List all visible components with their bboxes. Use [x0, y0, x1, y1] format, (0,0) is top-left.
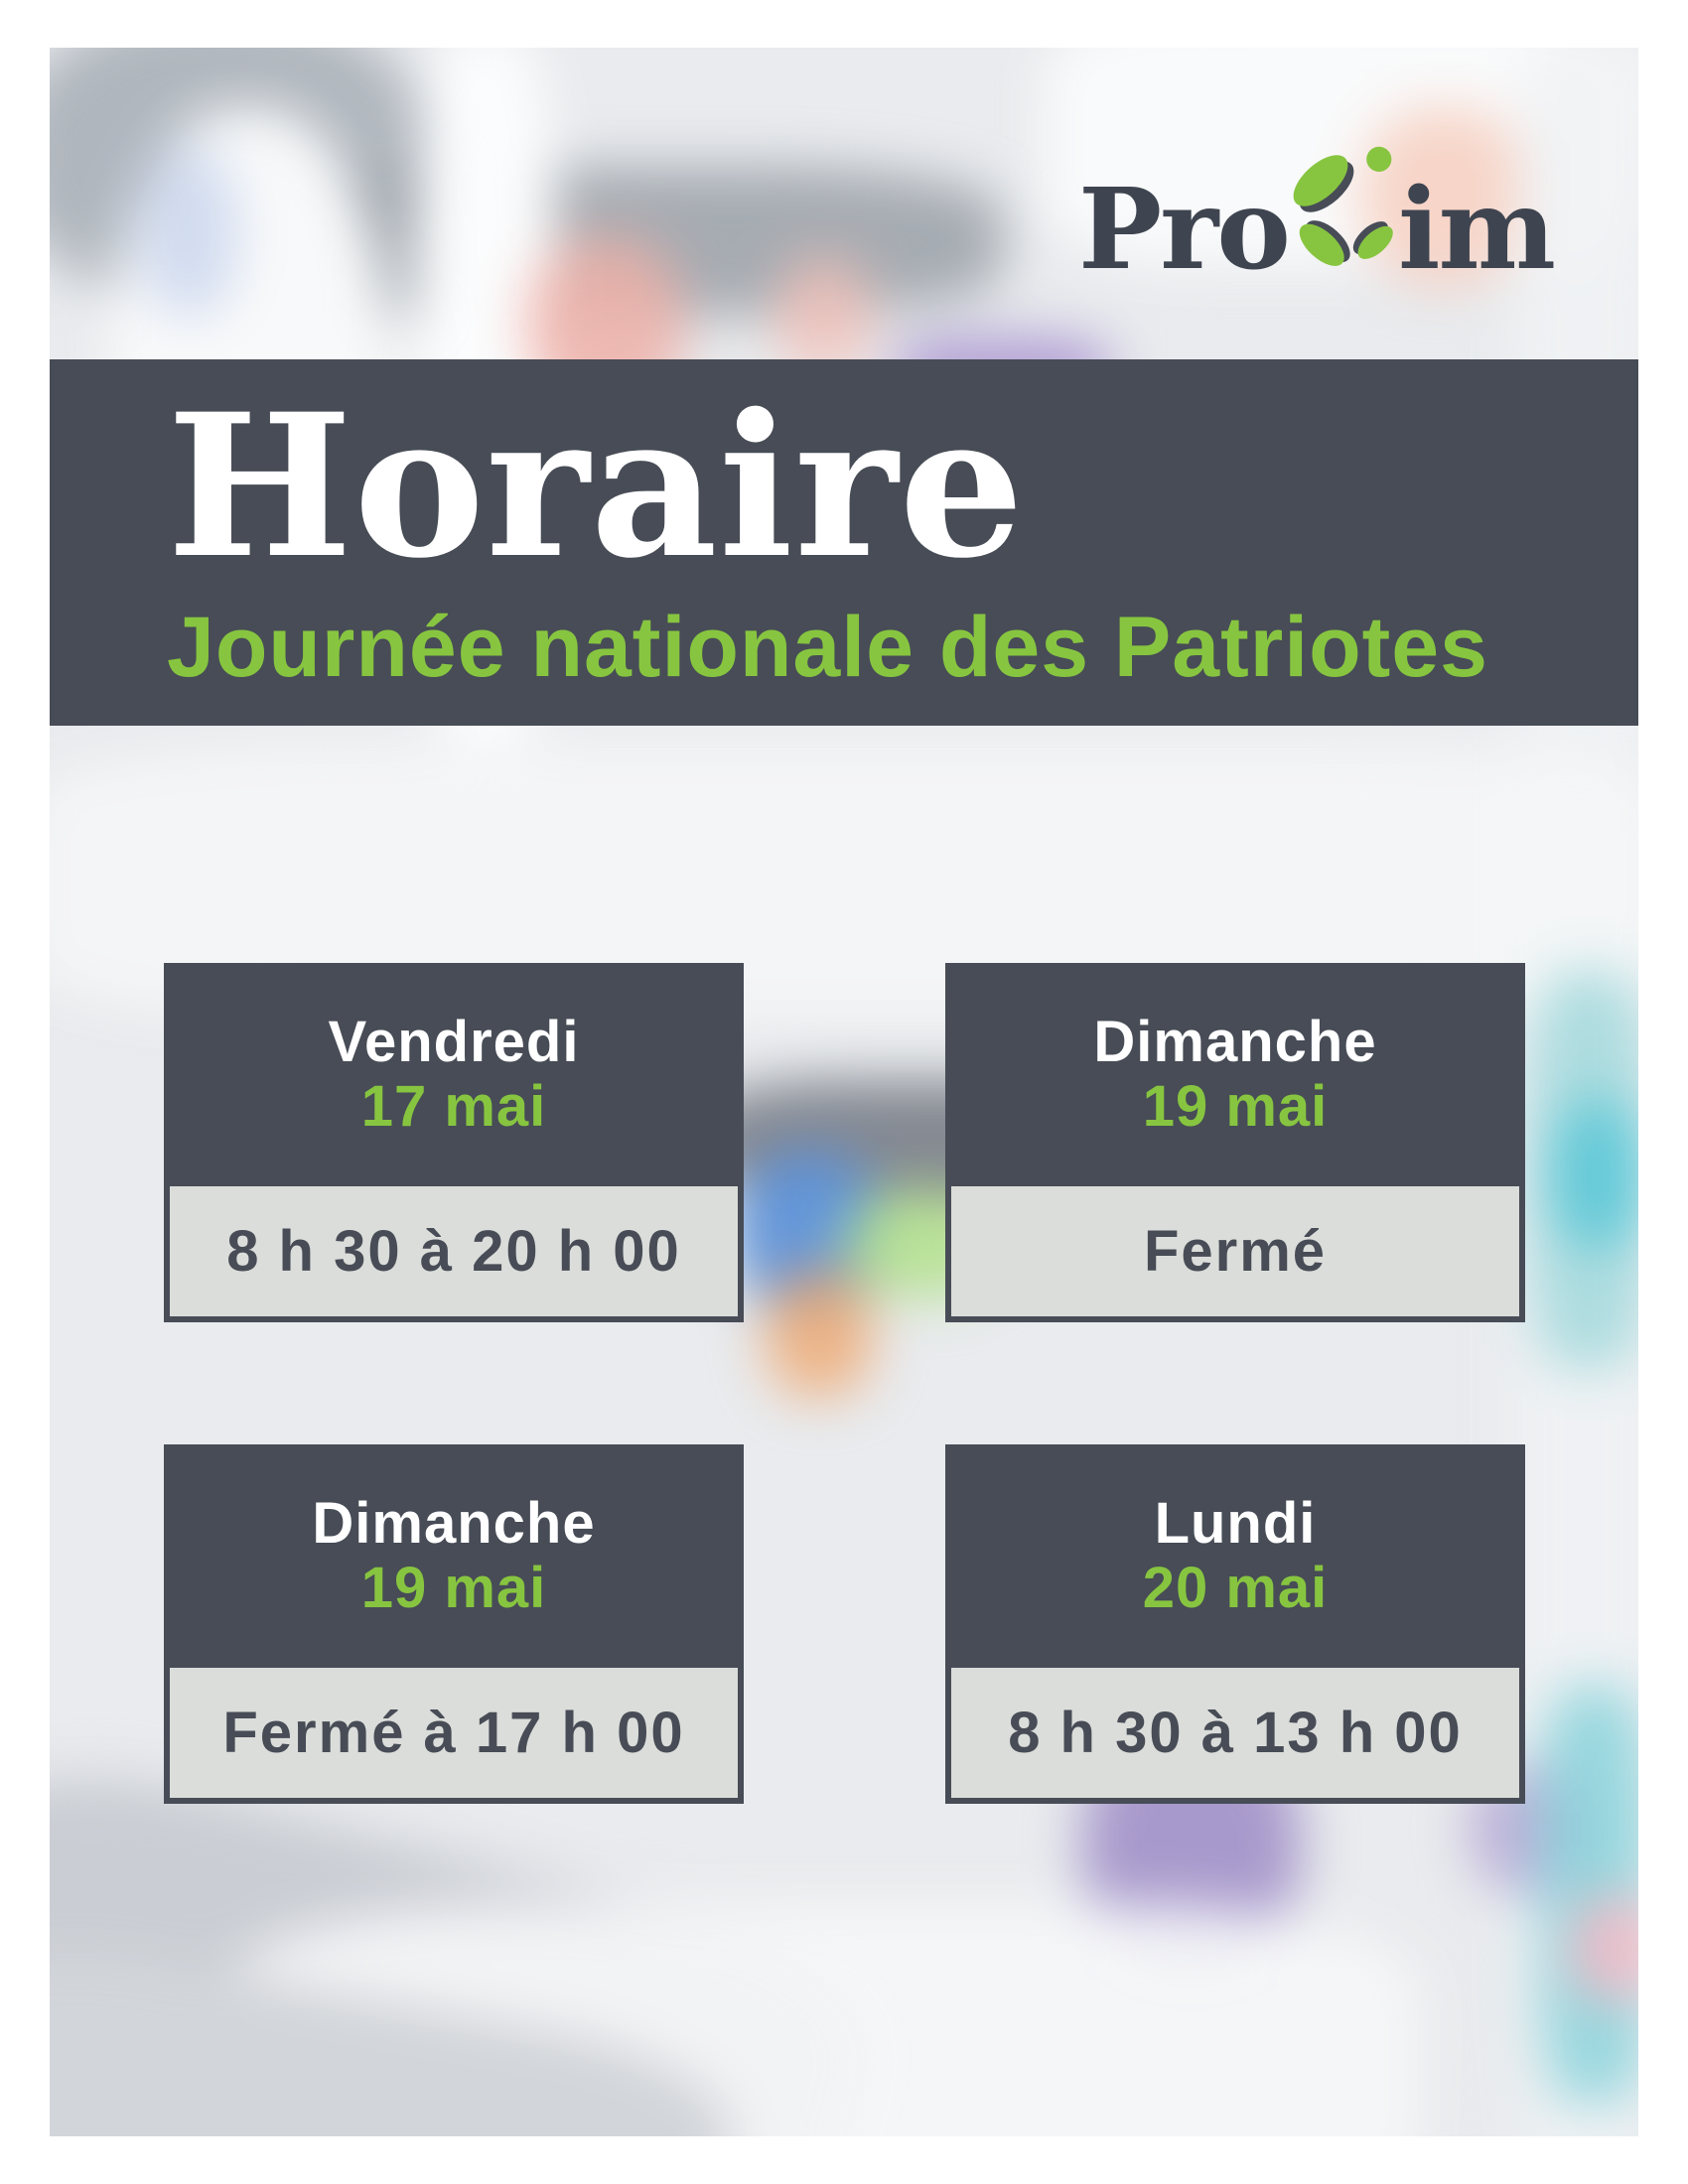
hours-label: 8 h 30 à 13 h 00 — [1008, 1701, 1463, 1765]
card-body — [945, 1186, 1525, 1322]
poster-title: Horaire — [167, 370, 1026, 602]
poster-subtitle: Journée nationale des Patriotes — [167, 600, 1488, 695]
proxim-logo-text-pro: Pro — [1078, 165, 1289, 296]
schedule-card-lundi-20-mai — [945, 1444, 1525, 1804]
schedule-card-dimanche-19-mai — [945, 963, 1525, 1322]
hours-label: 8 h 30 à 20 h 00 — [226, 1219, 681, 1284]
day-label: Dimanche — [1093, 1010, 1377, 1074]
background-blob — [139, 147, 238, 316]
card-header — [164, 1444, 744, 1668]
hours-label: Fermé — [1143, 1219, 1328, 1284]
card-header — [945, 963, 1525, 1186]
proxim-x-leaf-icon — [1281, 127, 1408, 282]
proxim-logo-text-im: im — [1397, 165, 1554, 296]
hours-label: Fermé à 17 h 00 — [222, 1701, 685, 1765]
date-label: 19 mai — [1142, 1073, 1329, 1139]
card-body — [164, 1186, 744, 1322]
schedule-card-dimanche-19-mai-2 — [164, 1444, 744, 1804]
schedule-card-vendredi-17-mai — [164, 963, 744, 1322]
schedule-banner — [50, 359, 1638, 726]
day-label: Lundi — [1154, 1491, 1317, 1556]
card-header — [945, 1444, 1525, 1668]
background-blob — [774, 256, 874, 375]
card-body — [945, 1668, 1525, 1804]
date-label: 17 mai — [360, 1073, 547, 1139]
day-label: Dimanche — [312, 1491, 596, 1556]
background-blob — [1549, 1100, 1638, 1249]
background-blob — [1569, 1894, 1638, 2003]
card-body — [164, 1668, 744, 1804]
card-header — [164, 963, 744, 1186]
proxim-logo — [1077, 117, 1554, 296]
background-blob — [765, 1269, 874, 1398]
day-label: Vendredi — [328, 1010, 580, 1074]
date-label: 20 mai — [1142, 1555, 1329, 1620]
date-label: 19 mai — [360, 1555, 547, 1620]
